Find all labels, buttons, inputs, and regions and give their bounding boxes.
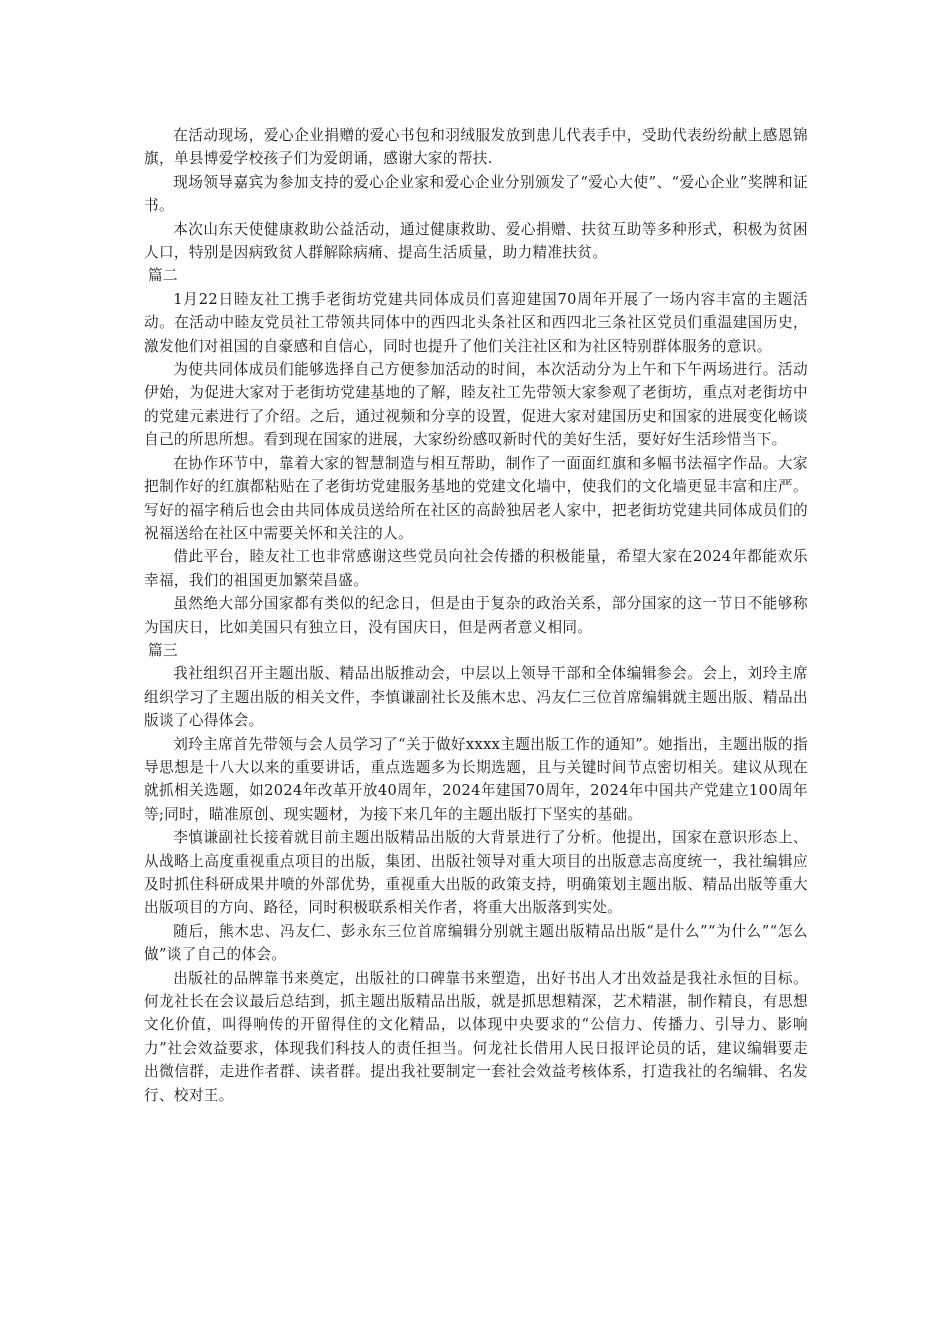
paragraph-activity-scene: 在活动现场，爱心企业捐赠的爱心书包和羽绒服发放到患儿代表手中，受助代表纷纷献上感恩锦旗，单县博爱学校孩子们为爱朗诵，感谢大家的帮扶. [144,127,808,168]
paragraph-chief-editors: 随后，熊木忠、冯友仁、彭永东三位首席编辑分别就主题出版精品出版“是什么”“为什么”“怎么做”谈了自己的体会。 [144,922,808,964]
paragraph-brand-summary: 出版社的品牌靠书来奠定，出版社的口碑靠书来塑造，出好书出人才出效益是我社永恒的目标。何龙社长在会议最后总结到，抓主题出版精品出版，就是抓思想精深，艺术精湛，制作精良，有思想文化价值，叫得响传的开留得住的文化精品，以体现中央要求的“公信力、传播力、引导力、影响力”社会效益要求，体现我们科技人的责任担当。何龙社长借用人民日报评论员的话，建议编辑要走出微信群，走进作者群、读者群。提出我社要制定一套社会效益考核体系，打造我社的名编辑、名发行、校对王。 [144,969,808,1104]
paragraph-two-sessions: 为使共同体成员们能够选择自己方便参加活动的时间，本次活动分为上午和下午两场进行。活动伊始，为促进大家对于老街坊党建基地的了解，睦友社工先带领大家参观了老街坊，重点对老街坊中的党建元素进行了介绍。之后，通过视频和分享的设置，促进大家对建国历史和国家的进展变化畅谈自己的所思所想。看到现在国家的进展，大家纷纷感叹新时代的美好生活，要好好生活珍惜当下。 [144,361,808,449]
document-body [144,124,808,1107]
section-heading-part-two: 篇二 [148,267,178,285]
paragraph-health-rescue: 本次山东天使健康救助公益活动，通过健康救助、爱心捐赠、扶贫互助等多种形式，积极为贫困人口，特别是因病致贫人群解除病痛、提高生活质量，助力精准扶贫。 [144,220,808,262]
paragraph-jan22-activity: 1月22日睦友社工携手老街坊党建共同体成员们喜迎建国70周年开展了一场内容丰富的主题活动。在活动中睦友党员社工带领共同体中的西四北头条社区和西四北三条社区党员们重温建国历史，激发他们对祖国的自豪感和自信心，同时也提升了他们关注社区和为社区特别群体服务的意识。 [144,290,808,355]
paragraph-national-day: 虽然绝大部分国家都有类似的纪念日，但是由于复杂的政治关系，部分国家的这一节日不能够称为国庆日，比如美国只有独立日，没有国庆日，但是两者意义相同。 [144,595,808,636]
paragraph-liu-ling-notice: 刘玲主席首先带领与会人员学习了“关于做好xxxx主题出版工作的通知”。她指出，主题出版的指导思想是十八大以来的重要讲话，重点选题多为长期选题，且与关键时间节点密切相关。建议从现在就抓相关选题，如2024年改革开放40周年，2024年建国70周年，2024年中国共产党建立100周年等;同时，瞄准原创、现实题材，为接下来几年的主题出版打下坚实的基础。 [144,735,808,823]
paragraph-awards: 现场领导嘉宾为参加支持的爱心企业家和爱心企业分别颁发了“爱心大使”、“爱心企业”奖牌和证书。 [144,173,808,215]
paragraph-publishing-meeting: 我社组织召开主题出版、精品出版推动会，中层以上领导干部和全体编辑参会。会上，刘玲主席组织学习了主题出版的相关文件，李慎谦副社长及熊木忠、冯友仁三位首席编辑就主题出版、精品出版谈了心得体会。 [144,665,808,730]
paragraph-collaboration: 在协作环节中，靠着大家的智慧制造与相互帮助，制作了一面面红旗和多幅书法福字作品。大家把制作好的红旗都粘贴在了老街坊党建服务基地的党建文化墙中，使我们的文化墙更显丰富和庄严。写好的福字稍后也会由共同体成员送给所在社区的高龄独居老人家中，把老街坊党建共同体成员们的祝福送给在社区中需要关怀和关注的人。 [144,454,808,542]
paragraph-gratitude: 借此平台，睦友社工也非常感谢这些党员向社会传播的积极能量，希望大家在2024年都能欢乐幸福，我们的祖国更加繁荣昌盛。 [144,548,808,589]
paragraph-li-shenqian-analysis: 李慎谦副社长接着就目前主题出版精品出版的大背景进行了分析。他提出，国家在意识形态上、从战略上高度重视重点项目的出版，集团、出版社领导对重大项目的出版意志高度统一，我社编辑应及时抓住科研成果井喷的外部优势，重视重大出版的政策支持，明确策划主题出版、精品出版等重大出版项目的方向、路径，同时积极联系相关作者，将重大出版落到实处。 [144,829,808,917]
section-heading-part-three: 篇三 [148,641,178,659]
